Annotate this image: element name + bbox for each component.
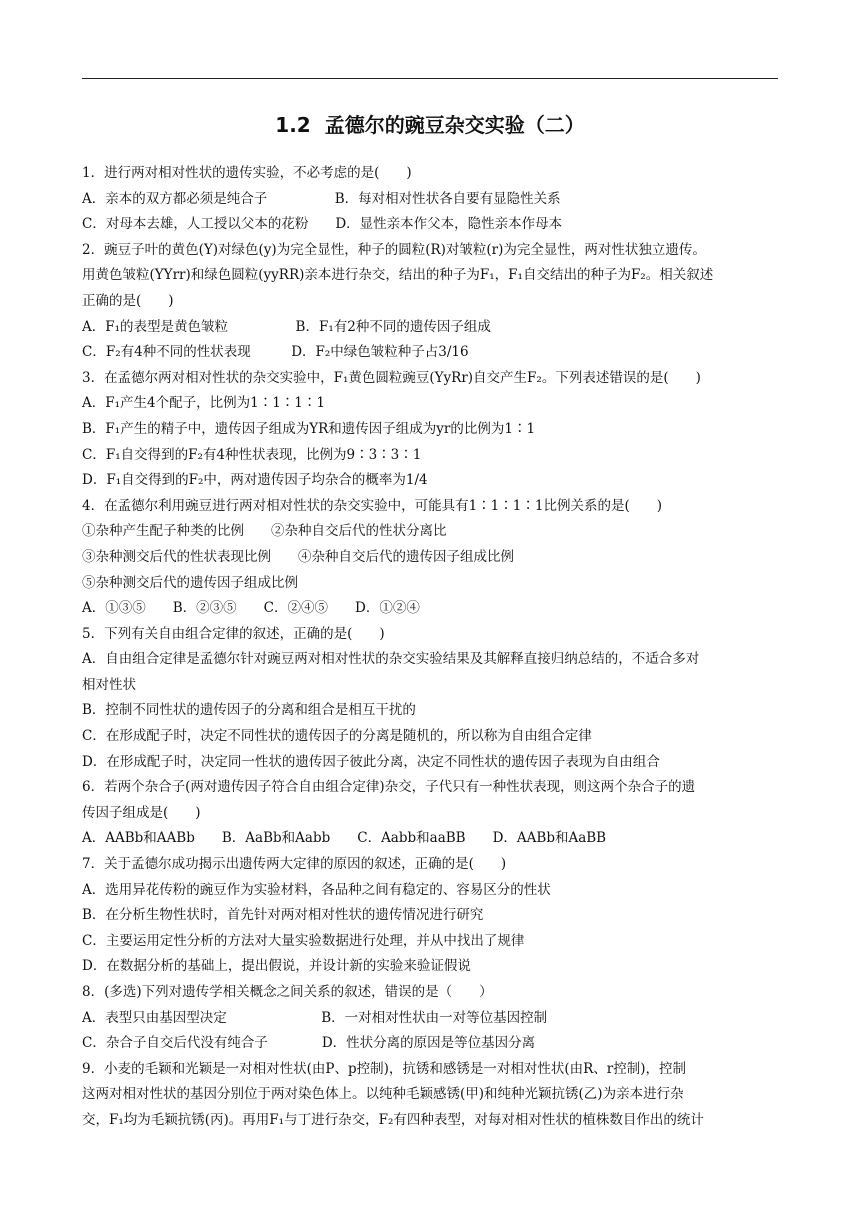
page-title xyxy=(0,109,860,138)
header-rule xyxy=(82,78,778,79)
q9-stem-line3: 交，F₁均为毛颖抗锈(丙)。再用F₁与丁进行杂交，F₂有四种表型，对每对相对性状的植株数目作出的统计 xyxy=(82,1111,704,1128)
q5-option-a-line2: 相对性状 xyxy=(82,676,136,693)
q6-stem-line1: 6．若两个杂合子(两对遗传因子符合自由组合定律)杂交，子代只有一种性状表现，则这两个杂合子的遗 xyxy=(82,779,696,796)
q7-stem: 7．关于孟德尔成功揭示出遗传两大定律的原因的叙述，正确的是( ) xyxy=(82,856,507,873)
q7-option-d: D．在数据分析的基础上，提出假说，并设计新的实验来验证假说 xyxy=(82,958,471,975)
q8-options-cd: C．杂合子自交后代没有纯合子 D．性状分离的原因是等位基因分离 xyxy=(82,1035,536,1052)
q6-options: A．AABb和AABb B．AaBb和Aabb C．Aabb和aaBB D．AABb和AaBB xyxy=(82,830,607,847)
q3-option-b: B．F₁产生的精子中，遗传因子组成为YR和遗传因子组成为yr的比例为1∶1 xyxy=(82,420,536,437)
q8-options-ab: A．表型只由基因型决定 B．一对相对性状由一对等位基因控制 xyxy=(82,1009,548,1026)
q2-options-cd: C．F₂有4种不同的性状表现 D．F₂中绿色皱粒种子占3/16 xyxy=(82,344,469,361)
q2-stem-line2: 用黄色皱粒(YYrr)和绿色圆粒(yyRR)亲本进行杂交，结出的种子为F₁，F₁自交结出的种子为F₂。相关叙述 xyxy=(82,267,714,284)
q1-options-cd: C．对母本去雄，人工授以父本的花粉 D．显性亲本作父本，隐性亲本作母本 xyxy=(82,216,563,233)
q7-option-b: B．在分析生物性状时，首先针对两对相对性状的遗传情况进行研究 xyxy=(82,907,484,924)
q7-option-c: C．主要运用定性分析的方法对大量实验数据进行处理，并从中找出了规律 xyxy=(82,932,525,949)
q9-stem-line2: 这两对相对性状的基因分别位于两对染色体上。以纯种毛颖感锈(甲)和纯种光颖抗锈(乙)为亲本进行杂 xyxy=(82,1086,684,1103)
q3-stem: 3．在孟德尔两对相对性状的杂交实验中，F₁黄色圆粒豌豆(YyRr)自交产生F₂。下列表述错误的是( ) xyxy=(82,369,701,386)
q3-option-d: D．F₁自交得到的F₂中，两对遗传因子均杂合的概率为1/4 xyxy=(82,472,428,489)
q9-stem-line1: 9．小麦的毛颖和光颖是一对相对性状(由P、p控制)，抗锈和感锈是一对相对性状(由R、r控制)，控制 xyxy=(82,1060,686,1077)
section-number: 1.2 xyxy=(275,113,311,137)
q2-stem-line3: 正确的是( ) xyxy=(82,292,174,309)
q1-options-ab: A．亲本的双方都必须是纯合子 B．每对相对性状各自要有显隐性关系 xyxy=(82,190,561,207)
q2-options-ab: A．F₁的表型是黄色皱粒 B．F₁有2种不同的遗传因子组成 xyxy=(82,318,491,335)
q4-stem: 4．在孟德尔利用豌豆进行两对相对性状的杂交实验中，可能具有1∶1∶1∶1比例关系的是( ) xyxy=(82,497,662,514)
q4-item-1-2: ①杂种产生配子种类的比例 ②杂种自交后代的性状分离比 xyxy=(82,523,447,540)
q5-option-b: B．控制不同性状的遗传因子的分离和组合是相互干扰的 xyxy=(82,702,416,719)
q3-option-c: C．F₁自交得到的F₂有4种性状表现，比例为9∶3∶3∶1 xyxy=(82,446,422,463)
q2-stem-line1: 2．豌豆子叶的黄色(Y)对绿色(y)为完全显性，种子的圆粒(R)对皱粒(r)为完全显性，两对性状独立遗传。 xyxy=(82,241,706,258)
q4-item-3-4: ③杂种测交后代的性状表现比例 ④杂种自交后代的遗传因子组成比例 xyxy=(82,548,514,565)
q4-options: A．①③⑤ B．②③⑤ C．②④⑤ D．①②④ xyxy=(82,600,420,617)
q6-stem-line2: 传因子组成是( ) xyxy=(82,804,201,821)
q3-option-a: A．F₁产生4个配子，比例为1∶1∶1∶1 xyxy=(82,395,325,412)
section-title: 孟德尔的豌豆杂交实验（二） xyxy=(324,113,585,137)
question-list xyxy=(82,161,782,1134)
q5-stem: 5．下列有关自由组合定律的叙述，正确的是( ) xyxy=(82,625,385,642)
q5-option-c: C．在形成配子时，决定不同性状的遗传因子的分离是随机的，所以称为自由组合定律 xyxy=(82,728,592,745)
q8-stem: 8．(多选)下列对遗传学相关概念之间关系的叙述，错误的是（ ） xyxy=(82,984,493,1000)
q1-stem: 1．进行两对相对性状的遗传实验，不必考虑的是( ) xyxy=(82,165,412,181)
q5-option-d: D．在形成配子时，决定同一性状的遗传因子彼此分离，决定不同性状的遗传因子表现为自由组合 xyxy=(82,753,660,770)
q4-item-5: ⑤杂种测交后代的遗传因子组成比例 xyxy=(82,574,298,591)
q7-option-a: A．选用异花传粉的豌豆作为实验材料，各品种之间有稳定的、容易区分的性状 xyxy=(82,881,551,898)
q5-option-a-line1: A．自由组合定律是孟德尔针对豌豆两对相对性状的杂交实验结果及其解释直接归纳总结的，不适合多对 xyxy=(82,651,700,668)
